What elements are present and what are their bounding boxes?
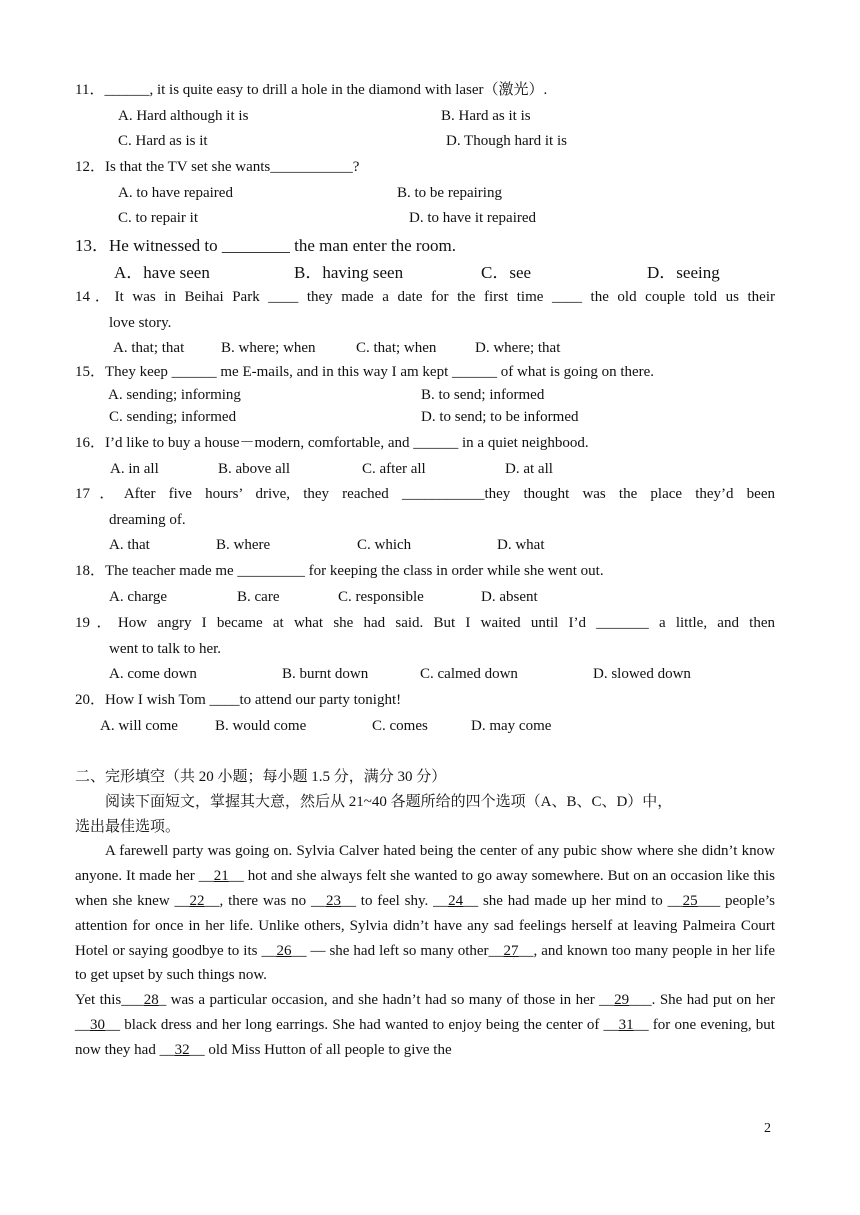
question-stem: 13．He witnessed to ________ the man enter the room. — [75, 236, 457, 255]
options-row — [75, 206, 775, 232]
question-19 — [75, 611, 775, 688]
option-d[interactable]: D. slowed down — [593, 666, 691, 682]
section-instruction-line1: 阅读下面短文，掌握其大意，然后从 21~40 各题所给的四个选项（A、B、C、D）中， — [105, 793, 673, 810]
blank-25[interactable]: 25 — [682, 892, 698, 909]
question-stem: 16．I’d like to buy a house－modern, comfortable, and ______ in a quiet neighbood. — [75, 435, 589, 451]
blank-23[interactable]: 23 — [325, 892, 341, 909]
options-row — [75, 259, 775, 286]
option-b[interactable]: B. to be repairing — [397, 184, 502, 201]
passage-paragraph-1: A farewell party was going on. Sylvia Calver hated being the center of any pubic show where she didn’t know anyone. It made her __21__ hot and she always felt she wanted to go away somewhere. But on an occasion like this when she knew __22__, there was no __23__ to feel shy. __24__ she had made up her mind to __25___ people’s attention for once in her life. Unlike others, Sylvia didn’t have any sad feelings herself at leaving Palmeira Court Hotel or saying goodbye to its __26__ — she had left so many other__27__, and known too many people in her life to get upset by such things now. — [75, 843, 776, 984]
option-c[interactable]: C. to repair it — [118, 210, 198, 226]
option-b[interactable]: B. Hard as it is — [441, 107, 531, 124]
section-instruction-line2: 选出最佳选项。 — [75, 818, 181, 835]
question-stem: 12．Is that the TV set she wants___________? — [75, 159, 360, 175]
option-a[interactable]: A. charge — [109, 588, 168, 605]
question-16 — [75, 431, 775, 482]
option-d[interactable]: D. to have it repaired — [409, 210, 537, 226]
option-c[interactable]: C. comes — [372, 717, 428, 734]
option-a[interactable]: A. Hard although it is — [118, 107, 249, 124]
option-c[interactable]: C. that; when — [356, 340, 437, 356]
option-a[interactable]: A. that — [109, 537, 150, 553]
option-a[interactable]: A. that; that — [113, 340, 185, 356]
question-20 — [75, 688, 775, 739]
option-c[interactable]: C．see — [481, 263, 532, 282]
cloze-section — [75, 765, 775, 1063]
passage-paragraph-2: Yet this___28_ was a particular occasion, and she hadn’t had so many of those in her __29___. She had put on her __30__ black dress and her long earrings. She had wanted to enjoy being the center of __31__ for one evening, but now they had __32__ old Miss Hutton of all people to give the — [75, 992, 775, 1058]
question-14 — [75, 285, 775, 362]
options-row — [75, 384, 775, 407]
option-c[interactable]: C. Hard as is it — [118, 133, 208, 149]
option-a[interactable]: A. to have repaired — [118, 184, 233, 201]
options-row — [75, 336, 775, 362]
option-d[interactable]: D. where; that — [475, 340, 561, 356]
option-a[interactable]: A. come down — [109, 666, 197, 682]
option-b[interactable]: B. where — [216, 537, 271, 553]
options-row — [75, 129, 775, 155]
question-stem-line1: 17．After five hours’ drive, they reached ___________they thought was the place they’d been — [75, 486, 775, 502]
page-number: 2 — [764, 1121, 771, 1136]
option-a[interactable]: A．have seen — [114, 263, 210, 282]
question-18 — [75, 559, 775, 610]
blank-21[interactable]: 21 — [213, 868, 229, 885]
question-stem-line2: went to talk to her. — [109, 640, 222, 657]
options-row — [75, 714, 775, 740]
option-a[interactable]: A. will come — [100, 717, 178, 734]
question-17 — [75, 482, 775, 559]
blank-30[interactable]: 30 — [90, 1016, 105, 1033]
option-b[interactable]: B．having seen — [294, 263, 404, 282]
blank-27[interactable]: 27 — [503, 942, 519, 959]
question-stem-line2: dreaming of. — [109, 511, 186, 528]
blank-31[interactable]: 31 — [618, 1016, 634, 1033]
option-d[interactable]: D. Though hard it is — [446, 133, 567, 149]
option-a[interactable]: A. sending; informing — [108, 386, 241, 403]
question-stem: 18．The teacher made me _________ for keeping the class in order while she went out. — [75, 563, 604, 579]
question-stem-line1: 14．It was in Beihai Park ____ they made a date for the first time ____ the old couple told us their — [75, 289, 775, 305]
blank-28[interactable]: 28 — [143, 992, 159, 1009]
question-15 — [75, 361, 775, 429]
blank-24[interactable]: 24 — [448, 892, 464, 909]
option-c[interactable]: C. after all — [362, 460, 426, 477]
question-12 — [75, 155, 775, 232]
blank-26[interactable]: 26 — [276, 942, 292, 959]
option-d[interactable]: D. what — [497, 537, 545, 553]
option-b[interactable]: B. where; when — [221, 340, 316, 356]
options-row — [75, 585, 775, 611]
option-d[interactable]: D．seeing — [647, 263, 720, 282]
options-row — [75, 662, 775, 688]
question-stem-line1: 19．How angry I became at what she had said. But I waited until I’d _______ a little, and then — [75, 615, 775, 631]
option-d[interactable]: D. to send; to be informed — [421, 409, 579, 425]
option-c[interactable]: C. calmed down — [420, 666, 518, 682]
question-13 — [75, 232, 775, 286]
blank-32[interactable]: 32 — [174, 1041, 190, 1058]
blank-22[interactable]: 22 — [189, 892, 205, 909]
section-title: 二、完形填空（共 20 小题；每小题 1.5 分，满分 30 分） — [75, 769, 447, 785]
option-a[interactable]: A. in all — [110, 460, 159, 477]
options-row — [75, 457, 775, 483]
option-d[interactable]: D. may come — [471, 717, 552, 734]
options-row — [75, 406, 775, 429]
option-b[interactable]: B. care — [237, 588, 280, 605]
option-d[interactable]: D. at all — [505, 460, 553, 477]
question-stem: 20．How I wish Tom ____to attend our party tonight! — [75, 692, 402, 708]
options-row — [75, 104, 775, 130]
option-b[interactable]: B. to send; informed — [421, 386, 545, 403]
option-b[interactable]: B. would come — [215, 717, 307, 734]
question-11 — [75, 78, 775, 155]
options-row — [75, 181, 775, 207]
option-c[interactable]: C. responsible — [338, 588, 424, 605]
option-c[interactable]: C. sending; informed — [109, 409, 237, 425]
question-stem: 15．They keep ______ me E-mails, and in this way I am kept ______ of what is going on there. — [75, 364, 655, 380]
option-c[interactable]: C. which — [357, 537, 412, 553]
option-b[interactable]: B. above all — [218, 460, 291, 477]
blank-29[interactable]: 29 — [614, 992, 630, 1009]
options-row — [75, 533, 775, 559]
option-d[interactable]: D. absent — [481, 588, 538, 605]
question-stem-line2: love story. — [109, 314, 172, 331]
question-stem: 11．______, it is quite easy to drill a hole in the diamond with laser（激光）. — [75, 82, 548, 98]
option-b[interactable]: B. burnt down — [282, 666, 369, 682]
